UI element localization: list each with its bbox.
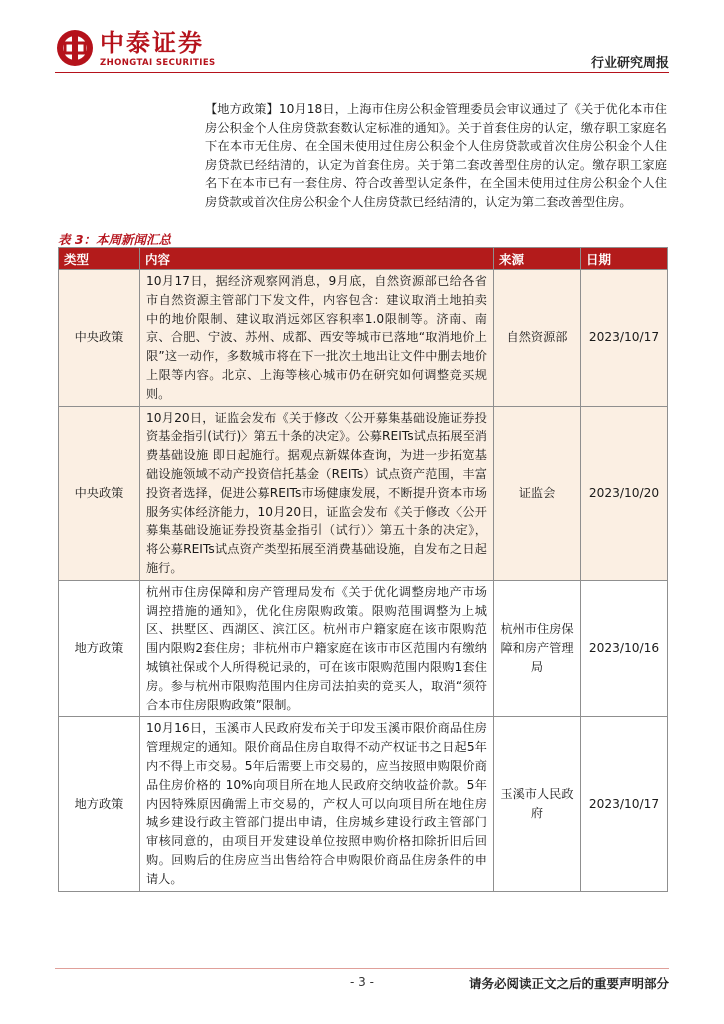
row-content: 10月20日，证监会发布《关于修改〈公开募集基础设施证券投资基金指引(试行)〉第五十条的决定》。公募REITs试点拓展至消费基础设施 即日起施行。据观点新媒体查询，为进一步拓宽基础设施领域不动产投资信托基金（REITs）试点资产范围，丰富投资者选择，促进公募REITs市场健康发展，不断提升资本市场服务实体经济能力，10月20日，证监会发布《关于修改〈公开募集基础设施证券投资基金指引（试行）〉第五十条的决定》，将公募REITs试点资产类型拓展至消费基础设施，自发布之日起施行。 [140, 406, 494, 580]
zhongtai-logo-icon [55, 28, 95, 68]
row-type: 地方政策 [59, 717, 140, 891]
header-content: 内容 [140, 248, 494, 270]
row-content: 10月16日，玉溪市人民政府发布关于印发玉溪市限价商品住房管理规定的通知。限价商品住房自取得不动产权证书之日起5年内不得上市交易。5年后需要上市交易的，应当按照申购限价商品住房价格的 10%向项目所在地人民政府交纳收益价款。5年内因特殊原因确需上市交易的，产权人可以向项目所在地住房城乡建设行政主管部门提出申请，住房城乡建设行政主管部门审核同意的，由项目开发建设单位按照申购价格扣除折旧后回购。回购后的住房应当出售给符合申购限价商品住房条件的申请人。 [140, 717, 494, 891]
row-source: 自然资源部 [494, 270, 581, 407]
row-type: 中央政策 [59, 270, 140, 407]
header-divider [55, 72, 669, 73]
brand-name-cn: 中泰证券 [100, 29, 204, 57]
table-caption: 表 3：本周新闻汇总 [58, 232, 172, 247]
table-row [59, 717, 668, 891]
table-row [59, 580, 668, 717]
row-date: 2023/10/17 [581, 270, 668, 407]
table-row [59, 270, 668, 407]
table-row [59, 406, 668, 580]
weekly-news-table [58, 247, 668, 892]
row-type: 中央政策 [59, 406, 140, 580]
page-header [0, 0, 724, 74]
header-date: 日期 [581, 248, 668, 270]
header-type: 类型 [59, 248, 140, 270]
header-source: 来源 [494, 248, 581, 270]
brand-name-en: ZHONGTAI SECURITIES [100, 58, 216, 68]
table-header-row [59, 248, 668, 270]
row-source: 杭州市住房保障和房产管理局 [494, 580, 581, 717]
page-number: - 3 - [350, 975, 374, 989]
footer-disclaimer: 请务必阅读正文之后的重要声明部分 [468, 976, 669, 991]
row-source: 证监会 [494, 406, 581, 580]
report-type-label: 行业研究周报 [590, 56, 669, 71]
row-date: 2023/10/20 [581, 406, 668, 580]
footer-divider [55, 968, 669, 969]
row-type: 地方政策 [59, 580, 140, 717]
row-date: 2023/10/16 [581, 580, 668, 717]
row-date: 2023/10/17 [581, 717, 668, 891]
row-content: 杭州市住房保障和房产管理局发布《关于优化调整房地产市场调控措施的通知》，优化住房限购政策。限购范围调整为上城区、拱墅区、西湖区、滨江区。杭州市户籍家庭在该市限购范围内限购2套住房；非杭州市户籍家庭在该市市区范围内有缴纳城镇社保或个人所得税记录的，可在该市限购范围内限购1套住房。参与杭州市限购范围内住房司法拍卖的竞买人，取消“须符合本市住房限购政策”限制。 [140, 580, 494, 717]
row-source: 玉溪市人民政府 [494, 717, 581, 891]
row-content: 10月17日，据经济观察网消息，9月底，自然资源部已给各省市自然资源主管部门下发文件，内容包含：建议取消土地拍卖中的地价限制、建议取消远郊区容积率1.0限制等。济南、南京、合肥、宁波、苏州、成都、西安等城市已落地“取消地价上限”这一动作，多数城市将在下一批次土地出让文件中删去地价上限等内容。北京、上海等核心城市仍在研究如何调整竞买规则。 [140, 270, 494, 407]
local-policy-paragraph: 【地方政策】10月18日，上海市住房公积金管理委员会审议通过了《关于优化本市住房公积金个人住房贷款套数认定标准的通知》。关于首套住房的认定，缴存职工家庭名下在本市无住房、在全国未使用过住房公积金个人住房贷款或首次住房公积金个人住房贷款已经结清的，认定为首套住房。关于第二套改善型住房的认定。缴存职工家庭名下在本市已有一套住房、符合改善型认定条件，在全国未使用过住房公积金个人住房贷款或首次住房公积金个人住房贷款已经结清的，认定为第二套改善型住房。 [205, 102, 667, 209]
